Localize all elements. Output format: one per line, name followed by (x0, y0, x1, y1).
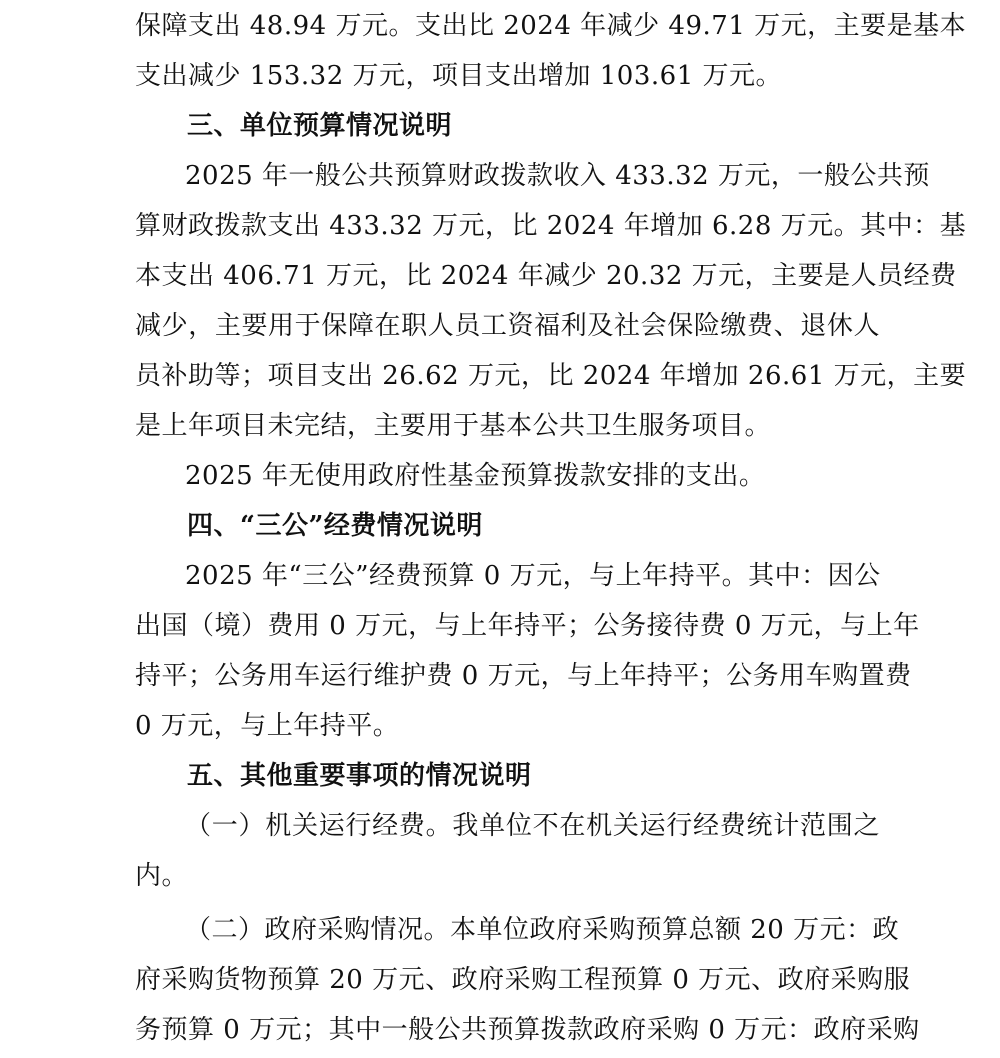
text-line: （二）政府采购情况。本单位政府采购预算总额 20 万元：政 (185, 915, 900, 945)
text-line: 出国（境）费用 0 万元，与上年持平；公务接待费 0 万元，与上年 (135, 611, 920, 641)
text-line: 是上年项目未完结，主要用于基本公共卫生服务项目。 (135, 411, 772, 441)
section-heading-four: 四、“三公”经费情况说明 (187, 511, 483, 541)
text-line: 0 万元，与上年持平。 (135, 711, 400, 741)
text-line: 算财政拨款支出 433.32 万元，比 2024 年增加 6.28 万元。其中：基 (135, 211, 967, 241)
text-line: 本支出 406.71 万元，比 2024 年减少 20.32 万元，主要是人员经费 (135, 261, 957, 291)
text-line: （一）机关运行经费。我单位不在机关运行经费统计范围之 (185, 811, 880, 841)
text-line: 支出减少 153.32 万元，项目支出增加 103.61 万元。 (135, 61, 783, 91)
text-line: 府采购货物预算 20 万元、政府采购工程预算 0 万元、政府采购服 (135, 965, 911, 995)
text-line: 保障支出 48.94 万元。支出比 2024 年减少 49.71 万元，主要是基本 (135, 11, 967, 41)
text-line: 2025 年一般公共预算财政拨款收入 433.32 万元，一般公共预 (185, 161, 930, 191)
text-line: 2025 年“三公”经费预算 0 万元，与上年持平。其中：因公 (185, 561, 881, 591)
text-line: 减少，主要用于保障在职人员工资福利及社会保险缴费、退休人 (135, 311, 880, 341)
text-line: 员补助等；项目支出 26.62 万元，比 2024 年增加 26.61 万元，主要 (135, 361, 967, 391)
text-line: 务预算 0 万元；其中一般公共预算拨款政府采购 0 万元：政府采购 (135, 1015, 920, 1045)
text-line: 持平；公务用车运行维护费 0 万元，与上年持平；公务用车购置费 (135, 661, 912, 691)
section-heading-five: 五、其他重要事项的情况说明 (187, 761, 532, 791)
section-heading-three: 三、单位预算情况说明 (187, 111, 453, 141)
text-line: 2025 年无使用政府性基金预算拨款安排的支出。 (185, 461, 766, 491)
text-line: 内。 (135, 861, 189, 891)
